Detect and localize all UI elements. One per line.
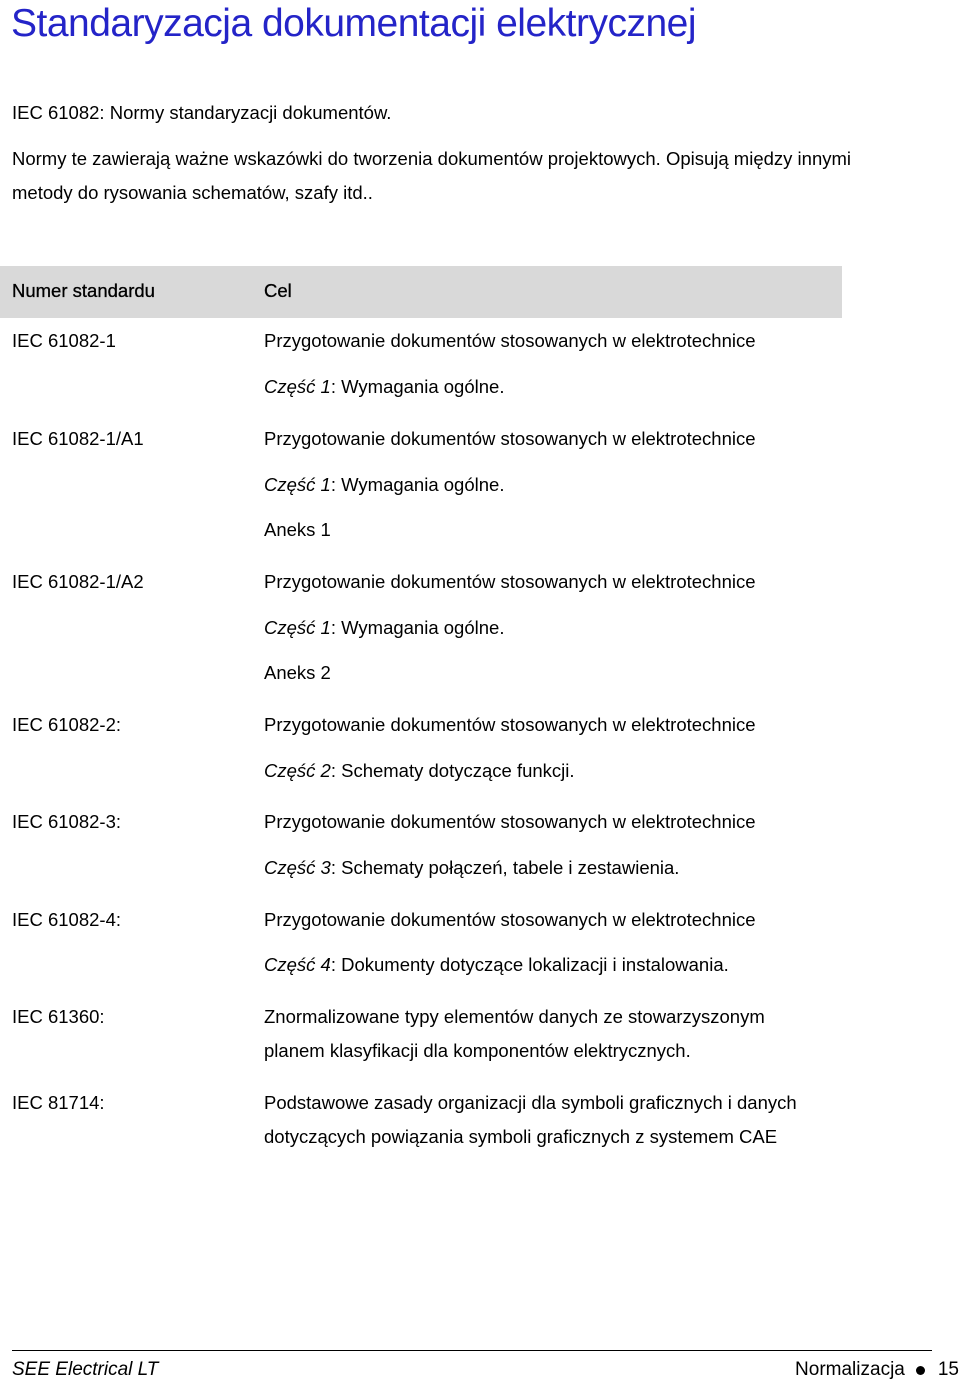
page-number: 15 <box>937 1359 959 1380</box>
standard-purpose: Przygotowanie dokumentów stosowanych w elektrotechnice <box>264 909 756 930</box>
part-label: Część 1 <box>264 474 331 495</box>
footer-page-info <box>795 1359 960 1381</box>
intro-line-1 <box>12 96 391 130</box>
standard-code: IEC 81714: <box>12 1092 105 1113</box>
part-label: Część 1 <box>264 376 331 397</box>
intro-line-2: Normy te zawierają ważne wskazówki do tworzenia dokumentów projektowych. Opisują między innymi <box>12 148 852 169</box>
standard-purpose: Przygotowanie dokumentów stosowanych w elektrotechnice <box>264 811 756 832</box>
part-text: : Wymagania ogólne. <box>330 617 505 638</box>
footer-divider <box>12 1350 932 1351</box>
page-title: Standaryzacja dokumentacji elektrycznej <box>11 2 697 45</box>
bullet-icon <box>916 1366 925 1375</box>
standard-purpose: Przygotowanie dokumentów stosowanych w elektrotechnice <box>264 330 756 351</box>
standard-code: IEC 61082-4: <box>12 909 122 930</box>
standard-purpose: Podstawowe zasady organizacji dla symboli graficznych i danych <box>264 1092 797 1113</box>
part-label: Część 4 <box>264 954 331 975</box>
standard-annex: Aneks 2 <box>264 662 331 683</box>
standard-code: IEC 61360: <box>12 1006 105 1027</box>
standard-part <box>264 857 679 879</box>
standard-purpose: Znormalizowane typy elementów danych ze stowarzyszonym <box>264 1006 765 1027</box>
footer-product-name: SEE Electrical LT <box>12 1359 159 1380</box>
standard-part <box>264 760 575 782</box>
part-label: Część 1 <box>264 617 331 638</box>
standard-purpose: Przygotowanie dokumentów stosowanych w elektrotechnice <box>264 714 756 735</box>
column-header-standard: Numer standardu <box>12 280 155 301</box>
part-text: : Schematy dotyczące funkcji. <box>330 760 575 781</box>
standard-code: IEC 61082-3: <box>12 811 122 832</box>
part-label: Część 3 <box>264 857 331 878</box>
standard-code: IEC 61082-1/A2 <box>12 571 144 592</box>
standard-purpose-cont: dotyczących powiązania symboli graficznych z systemem CAE <box>264 1126 778 1147</box>
standard-part <box>264 474 504 496</box>
standard-purpose-cont: planem klasyfikacji dla komponentów elektrycznych. <box>264 1040 691 1061</box>
standard-purpose: Przygotowanie dokumentów stosowanych w elektrotechnice <box>264 571 756 592</box>
standard-purpose: Przygotowanie dokumentów stosowanych w elektrotechnice <box>264 428 756 449</box>
standard-code: IEC 61082-1 <box>12 330 116 351</box>
part-text: : Schematy połączeń, tabele i zestawienia. <box>330 857 680 878</box>
part-text: : Wymagania ogólne. <box>330 376 505 397</box>
part-label: Część 2 <box>264 760 331 781</box>
column-header-purpose: Cel <box>264 280 292 301</box>
standard-code: IEC 61082-1/A1 <box>12 428 144 449</box>
standard-part <box>264 617 504 639</box>
footer-section-name: Normalizacja <box>795 1359 905 1380</box>
part-text: : Dokumenty dotyczące lokalizacji i instalowania. <box>330 954 729 975</box>
standard-annex: Aneks 1 <box>264 519 331 540</box>
standard-part <box>264 376 504 398</box>
standard-code: IEC 61082-2: <box>12 714 122 735</box>
standard-part <box>264 954 729 976</box>
part-text: : Wymagania ogólne. <box>330 474 505 495</box>
intro-standard-desc: Normy standaryzacji dokumentów. <box>104 102 392 123</box>
intro-line-3: metody do rysowania schematów, szafy itd.. <box>12 182 373 203</box>
intro-standard-code: IEC 61082: <box>12 102 105 123</box>
